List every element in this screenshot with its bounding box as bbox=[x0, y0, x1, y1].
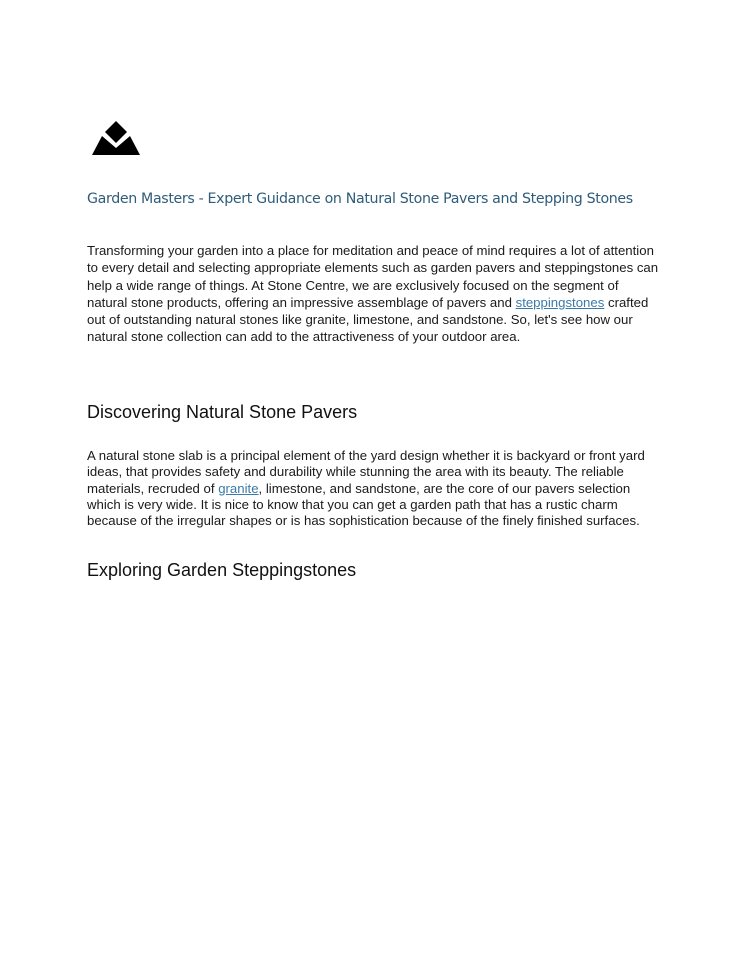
pavers-text-after-link: , limestone, and sandstone, are the core of our pavers selection which is very wide. It is nice to know that you can get a garden path that has a rustic charm because of the irregular shapes or is has sophistication because of the finely finished surfaces. bbox=[87, 480, 640, 529]
section-heading-steppingstones: Exploring Garden Steppingstones bbox=[87, 560, 357, 580]
stone-centre-logo-icon bbox=[92, 121, 140, 155]
steppingstones-link[interactable]: steppingstones bbox=[515, 294, 605, 310]
pavers-paragraph bbox=[87, 448, 662, 529]
section-heading-pavers: Discovering Natural Stone Pavers bbox=[87, 402, 358, 422]
pavers-text-before-link: A natural stone slab is a principal element of the yard design whether it is backyard or front yard ideas, that provides safety and durability while stunning the area with its beauty. The reliable materials, recruded of bbox=[87, 448, 645, 496]
intro-paragraph bbox=[87, 242, 662, 346]
intro-text-before-link: Transforming your garden into a place for meditation and peace of mind requires a lot of attention to every detail and selecting appropriate elements such as garden pavers and steppingstones can help a wide range of things. At Stone Centre, we are exclusively focused on the segment of natural stone products, offering an impressive assemblage of pavers and bbox=[87, 243, 659, 310]
document-title: Garden Masters - Expert Guidance on Natural Stone Pavers and Stepping Stones bbox=[87, 191, 633, 207]
granite-link[interactable]: granite bbox=[218, 480, 259, 496]
intro-text-after-link: crafted out of outstanding natural stones like granite, limestone, and sandstone. So, let's see how our natural stone collection can add to the attractiveness of your outdoor area. bbox=[87, 294, 649, 345]
